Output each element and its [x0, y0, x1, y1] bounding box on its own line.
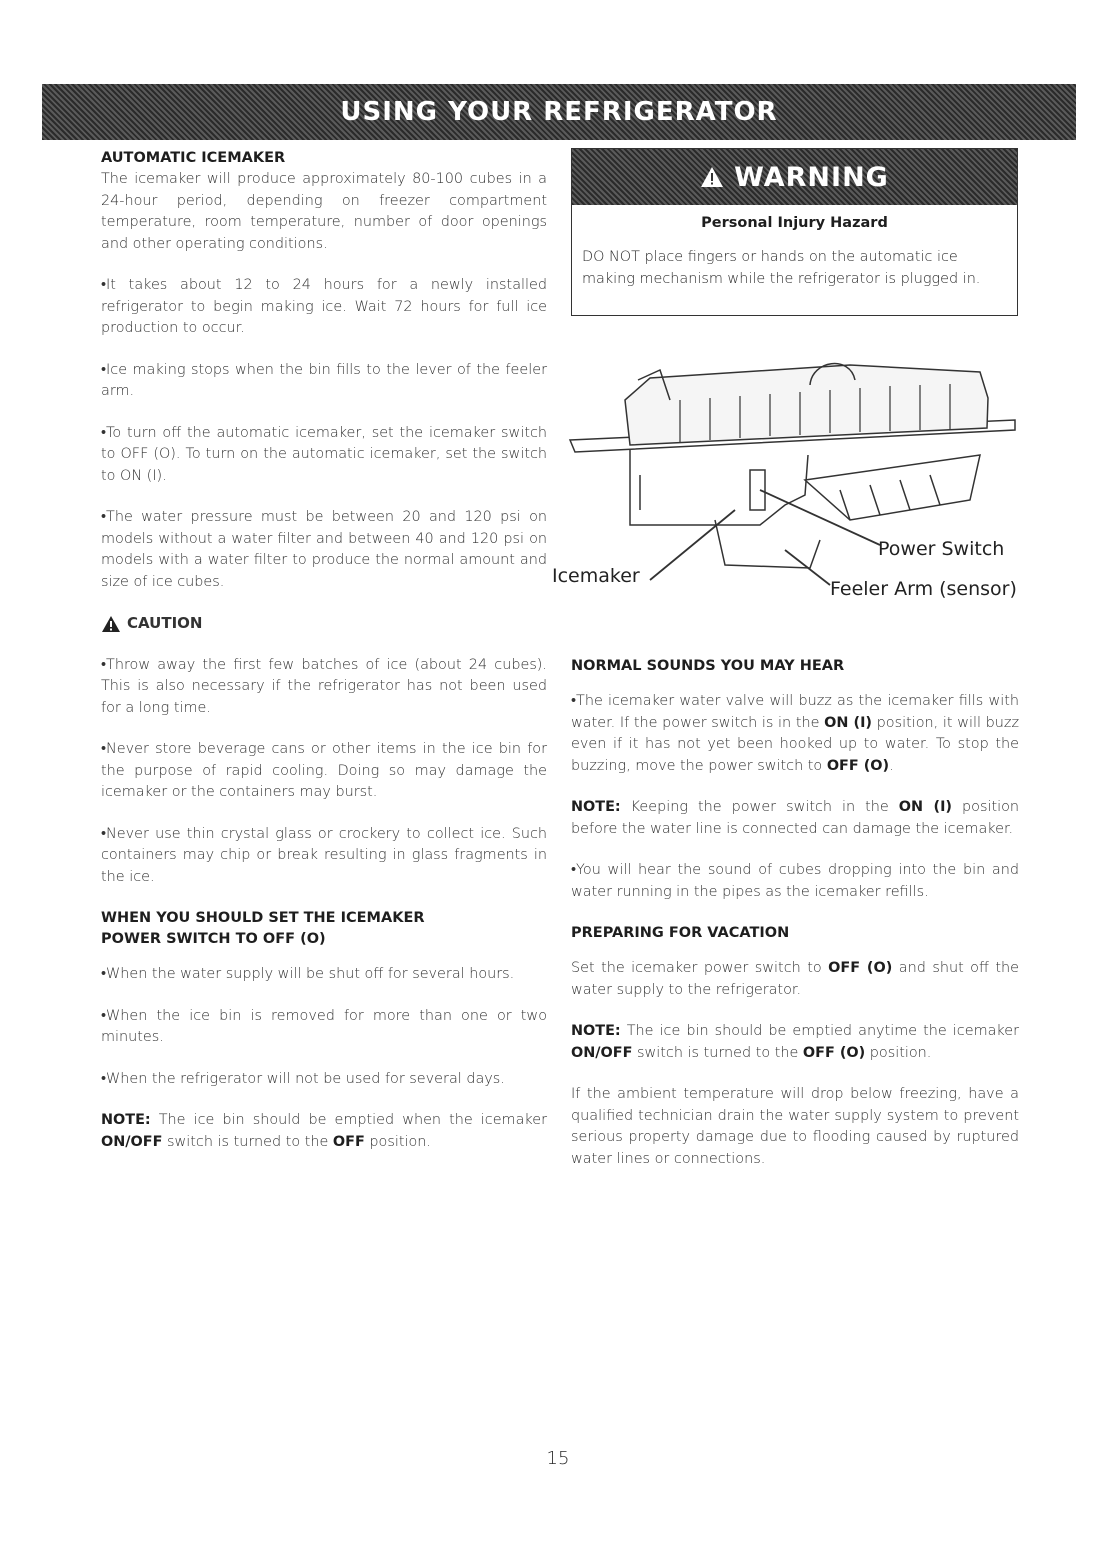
bold-text: OFF (O) — [802, 1044, 866, 1061]
text: position before the water line is connected can damage the icemaker. — [571, 799, 1020, 837]
paragraph: •Throw away the first few batches of ice (about 24 cubes). This is also necessary if the refrigerator has not been used for a long time. — [101, 656, 547, 716]
page-number: 15 — [546, 1448, 570, 1469]
note-text: The ice bin should be emptied when the icemaker — [150, 1112, 547, 1128]
bold-text: OFF (O) — [828, 960, 893, 976]
paragraph: The icemaker will produce approximately 80-100 cubes in a 24-hour period, depending on freezer compartment temperature, room temperature, number of door openings and other operating conditions. — [101, 171, 547, 252]
paragraph: •When the water supply will be shut off for several hours. — [101, 966, 515, 982]
text: and shut off the water supply to the refrigerator. — [571, 960, 1019, 998]
text: •The icemaker water valve will buzz as the icemaker fills with water. If the power switch is in the — [571, 693, 1019, 731]
note-paragraph — [571, 797, 1019, 840]
bold-text: ON (I) — [898, 799, 953, 815]
paragraph: •Never use thin crystal glass or crockery to collect ice. Such containers may chip or break resulting in glass fragments in the ice. — [101, 825, 547, 885]
bold-text: ON/OFF — [571, 1044, 633, 1061]
heading-line: POWER SWITCH TO OFF (O) — [101, 931, 326, 947]
paragraph — [571, 958, 1019, 1001]
text: The ice bin should be emptied anytime the icemaker — [620, 1023, 1019, 1039]
bold-text: ON (I) — [824, 714, 873, 731]
right-column — [571, 656, 1019, 1190]
warning-box — [571, 148, 1018, 316]
label-feeler-arm: Feeler Arm (sensor) — [830, 578, 1017, 600]
note-bold: ON/OFF — [101, 1133, 163, 1150]
heading-when-off — [101, 908, 547, 950]
caution-icon — [101, 615, 121, 633]
note-label: NOTE: — [571, 799, 621, 815]
text: switch is turned to the — [632, 1044, 803, 1061]
warning-icon — [700, 166, 724, 188]
heading-preparing-vacation: PREPARING FOR VACATION — [571, 925, 790, 941]
paragraph — [571, 691, 1019, 777]
warning-header — [572, 149, 1017, 205]
icemaker-diagram — [550, 350, 1020, 610]
note-text: position. — [364, 1133, 431, 1150]
text: Keeping the power switch in the — [620, 799, 899, 815]
caution-label — [101, 613, 547, 635]
paragraph: •When the ice bin is removed for more than one or two minutes. — [101, 1007, 547, 1045]
warning-subtitle: Personal Injury Hazard — [701, 215, 888, 231]
text: position, it will buzz even if it has not yet been hooked up to water. To stop the buzzing, move the power switch to — [571, 714, 1020, 774]
banner-title: USING YOUR REFRIGERATOR — [340, 97, 778, 127]
bold-text: OFF (O) — [826, 757, 890, 774]
note-bold: OFF — [332, 1133, 365, 1150]
paragraph: •To turn off the automatic icemaker, set the icemaker switch to OFF (O). To turn on the automatic icemaker, set the switch to ON (I). — [101, 424, 547, 484]
note-text: switch is turned to the — [162, 1133, 333, 1150]
paragraph: •It takes about 12 to 24 hours for a newly installed refrigerator to begin making ice. Wait 72 hours for full ice production to occur. — [101, 277, 547, 336]
note-paragraph — [101, 1110, 547, 1153]
text: Set the icemaker power switch to — [571, 960, 829, 976]
warning-body: DO NOT place fingers or hands on the automatic ice making mechanism while the refrigerator is plugged in. — [582, 249, 981, 287]
paragraph: •Ice making stops when the bin fills to the lever of the feeler arm. — [101, 361, 547, 399]
label-power-switch: Power Switch — [878, 538, 1005, 560]
note-paragraph — [571, 1021, 1019, 1064]
heading-normal-sounds: NORMAL SOUNDS YOU MAY HEAR — [571, 658, 845, 674]
heading-line: WHEN YOU SHOULD SET THE ICEMAKER — [101, 910, 425, 926]
text: . — [889, 757, 894, 774]
note-label: NOTE: — [571, 1023, 621, 1039]
paragraph: •You will hear the sound of cubes dropping into the bin and water running in the pipes as the icemaker refills. — [571, 862, 1019, 900]
label-icemaker: Icemaker — [552, 565, 640, 587]
paragraph: •The water pressure must be between 20 and 120 psi on models without a water filter and between 40 and 120 psi on models with a water filter to produce the normal amount and size of ice cubes. — [101, 509, 547, 590]
paragraph: •When the refrigerator will not be used for several days. — [101, 1070, 505, 1087]
paragraph: If the ambient temperature will drop below freezing, have a qualified technician drain the water supply system to prevent serious property damage due to flooding caused by ruptured water lines or connections. — [571, 1086, 1019, 1167]
note-label: NOTE: — [101, 1112, 151, 1128]
warning-title: WARNING — [734, 161, 889, 193]
heading-automatic-icemaker: AUTOMATIC ICEMAKER — [101, 150, 286, 166]
left-column — [101, 148, 547, 1173]
paragraph: •Never store beverage cans or other items in the ice bin for the purpose of rapid cooling. Doing so may damage the icemaker or the containers may burst. — [101, 741, 547, 800]
text: position. — [865, 1044, 932, 1061]
caution-text: CAUTION — [127, 614, 203, 632]
section-banner — [42, 84, 1076, 140]
